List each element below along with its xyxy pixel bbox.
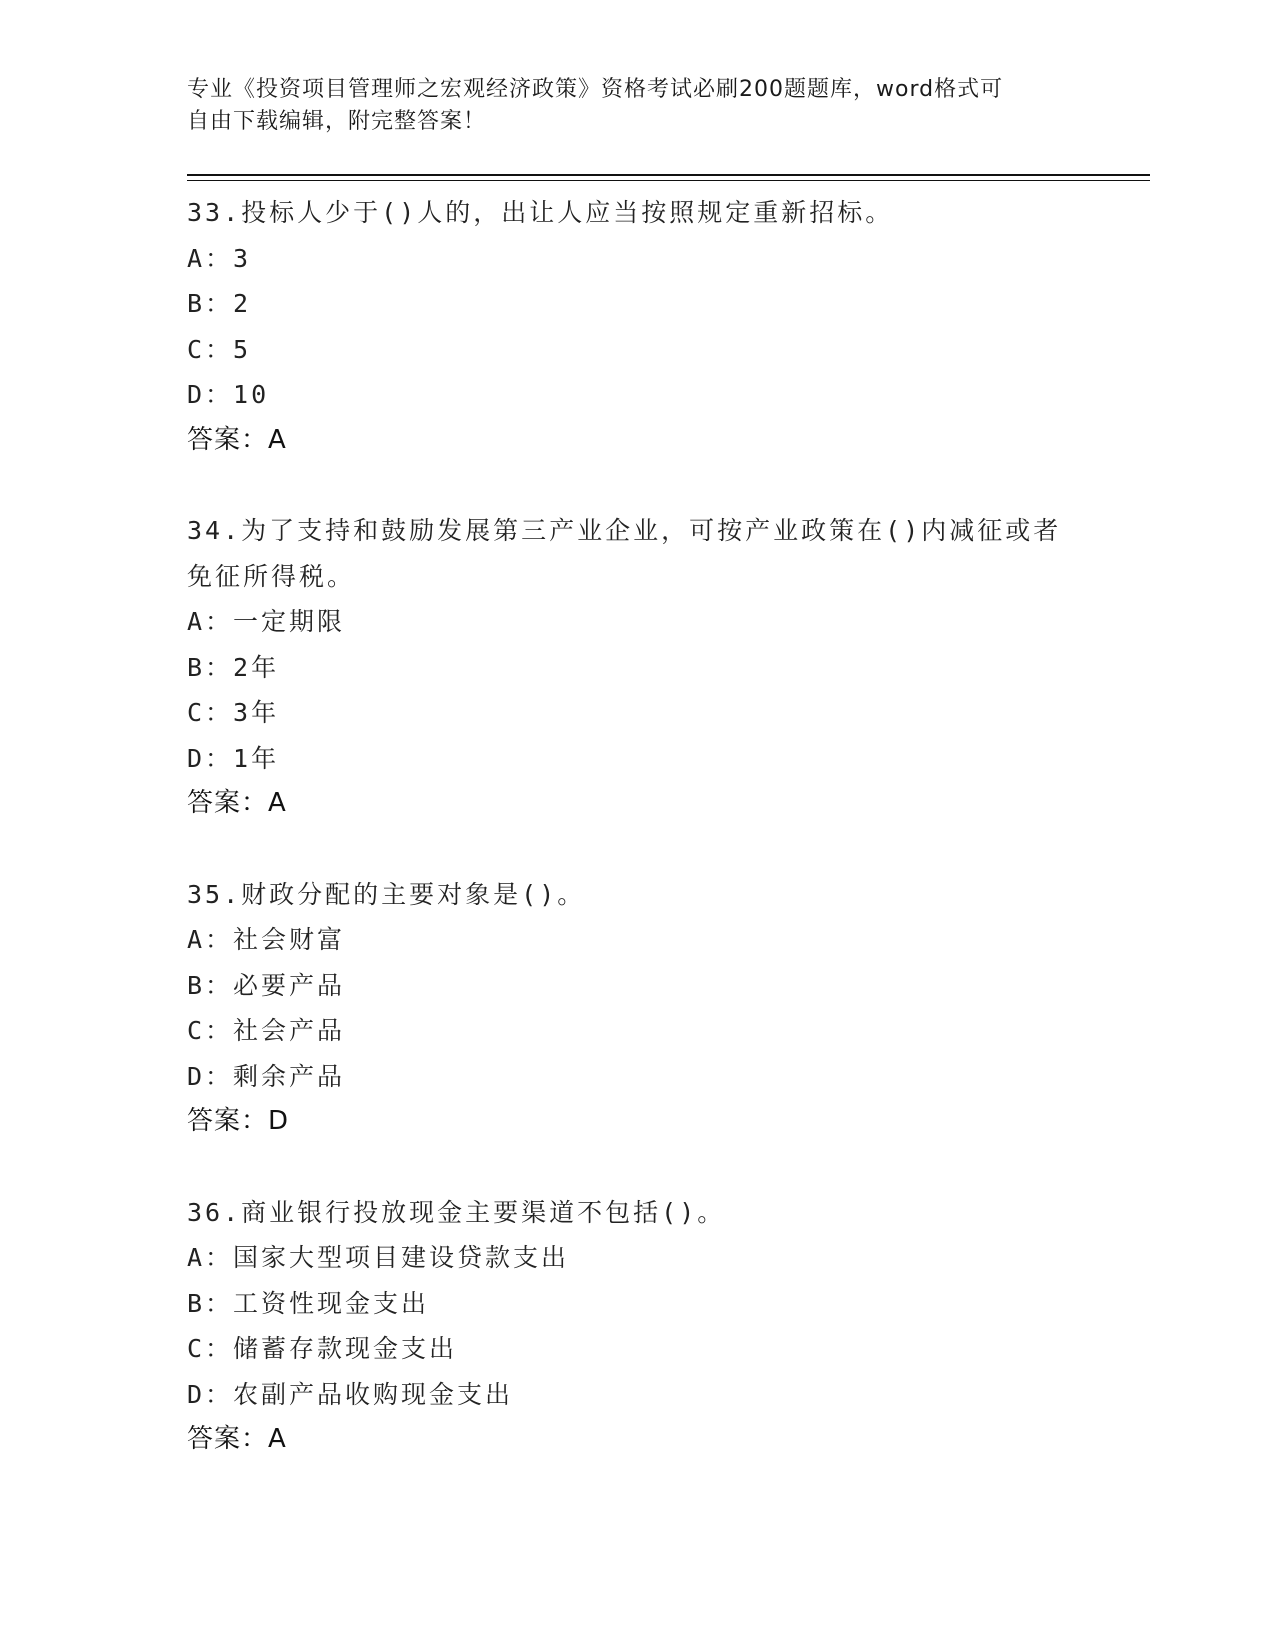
answer-value: A (268, 788, 287, 818)
answer-line (187, 781, 1087, 827)
answer-label: 答案： (187, 1424, 269, 1454)
document-header (187, 74, 1067, 138)
question-33 (187, 190, 1087, 463)
option-d: D：10 (187, 380, 270, 409)
option-b: B：2 (187, 289, 252, 318)
question-text-line-2: 免征所得税。 (187, 561, 356, 591)
option-a: A：一定期限 (187, 607, 346, 636)
question-text: 35.财政分配的主要对象是()。 (187, 879, 586, 909)
answer-value: A (268, 1424, 287, 1454)
question-text: 36.商业银行投放现金主要渠道不包括()。 (187, 1197, 726, 1227)
option-d: D：1年 (187, 743, 280, 773)
answer-label: 答案： (187, 424, 269, 455)
option-b: B：必要产品 (187, 970, 346, 1000)
answer-line (187, 1417, 1087, 1463)
question-36 (187, 1190, 1087, 1463)
question-34 (187, 508, 1087, 827)
header-divider-thin (187, 180, 1150, 181)
option-c: C：储蓄存款现金支出 (187, 1334, 458, 1363)
answer-value: D (268, 1106, 290, 1136)
question-text-line-1: 34.为了支持和鼓励发展第三产业企业，可按产业政策在()内减征或者 (187, 516, 1062, 545)
answer-value: A (268, 424, 287, 455)
answer-line (187, 418, 1087, 464)
option-c: C：3年 (187, 698, 280, 727)
option-b: B：2年 (187, 652, 280, 682)
option-d: D：剩余产品 (187, 1061, 346, 1091)
option-d: D：农副产品收购现金支出 (187, 1379, 514, 1409)
answer-line (187, 1099, 1087, 1145)
option-a: A：3 (187, 243, 252, 273)
answer-label: 答案： (187, 1106, 269, 1136)
option-a: A：社会财富 (187, 925, 346, 954)
answer-label: 答案： (187, 788, 269, 818)
question-list (187, 190, 1087, 1463)
option-c: C：社会产品 (187, 1016, 346, 1045)
question-35 (187, 872, 1087, 1145)
option-a: A：国家大型项目建设贷款支出 (187, 1243, 570, 1272)
option-c: C：5 (187, 334, 252, 364)
header-line-1: 专业《投资项目管理师之宏观经济政策》资格考试必刷200题题库，word格式可 (187, 77, 1004, 102)
header-line-2: 自由下载编辑，附完整答案！ (187, 109, 487, 134)
header-divider-thick (187, 174, 1150, 176)
question-text: 33.投标人少于()人的，出让人应当按照规定重新招标。 (187, 198, 894, 227)
option-b: B：工资性现金支出 (187, 1288, 430, 1318)
